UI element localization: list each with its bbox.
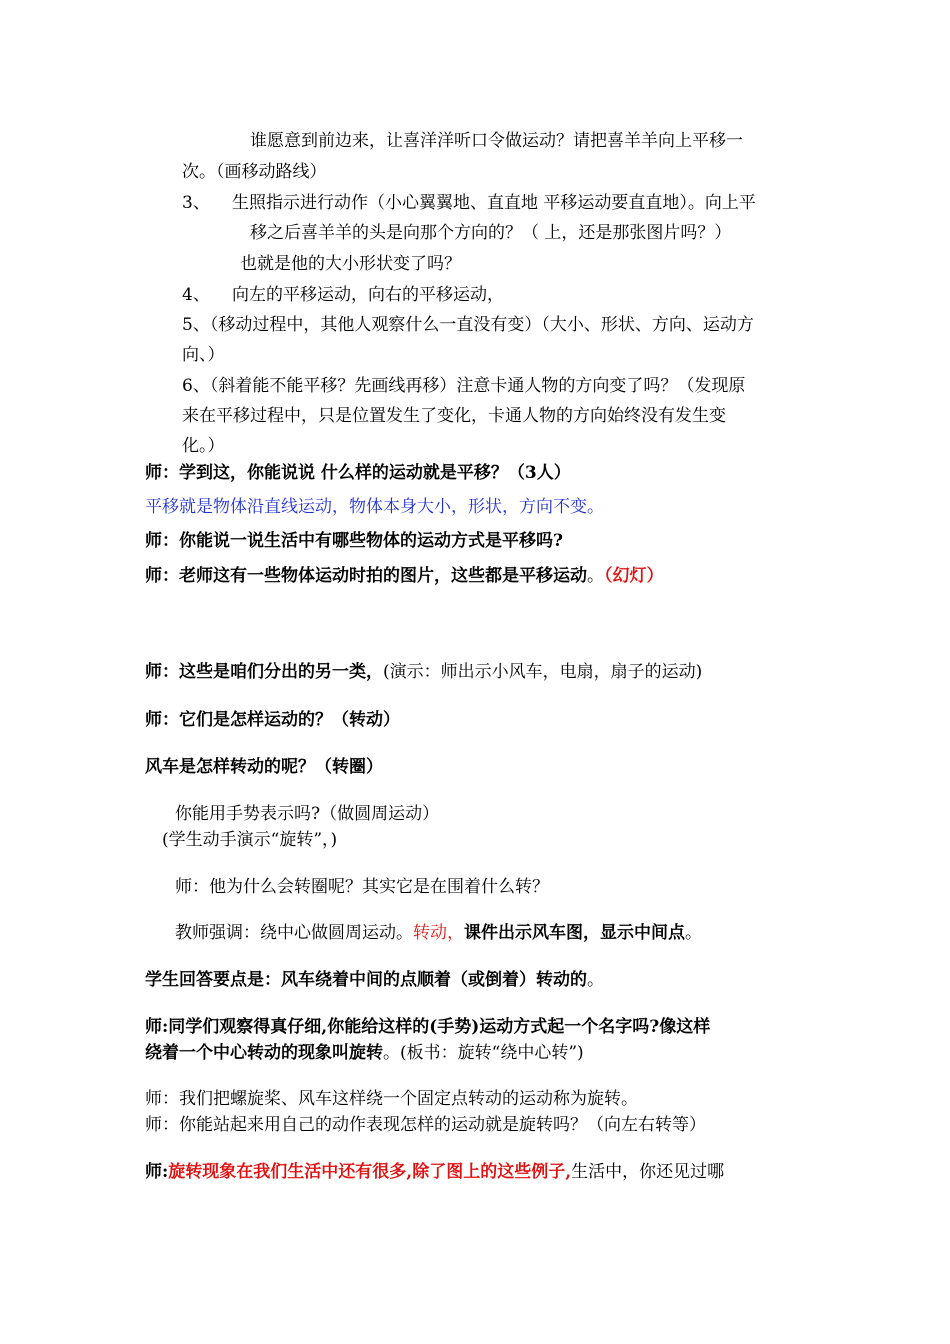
highlight-text: 旋转现象在我们生活中还有很多,除了图上的这些例子,	[168, 1162, 572, 1182]
teacher-line	[145, 565, 664, 587]
line-segment: 教师强调：绕中心做圆周运动。	[175, 923, 413, 943]
paragraph-line	[175, 922, 702, 944]
slide-note: （幻灯）	[604, 566, 664, 586]
paragraph-line: 5、（移动过程中，其他人观察什么一直没有变）（大小、形状、方向、运动方	[182, 315, 754, 335]
paragraph-line: 次。（画移动路线）	[182, 162, 327, 182]
line-segment: (演示：师出示小风车，电扇，扇子的运动)	[383, 662, 703, 682]
line-segment: 学生回答要点是：风车绕着中间的点顺着（或倒着）转动的	[145, 970, 587, 990]
paragraph-line	[145, 969, 604, 991]
teacher-line: 师：学到这，你能说说 什么样的运动就是平移？（3人）	[145, 463, 571, 483]
teacher-line: 师：你能站起来用自己的动作表现怎样的运动就是旋转吗？（向左右转等）	[145, 1115, 706, 1135]
paragraph-line	[145, 1042, 584, 1064]
line-segment: 师:	[145, 1162, 169, 1182]
teacher-line: 师：它们是怎样运动的？（转动）	[145, 710, 400, 730]
teacher-line	[145, 1161, 724, 1183]
paragraph-line: 生照指示进行动作（小心翼翼地、直直地 平移运动要直直地）。向上平	[232, 193, 756, 213]
line-segment: 绕着一个中心转动的现象叫旋转	[145, 1043, 383, 1063]
paragraph-line: 来在平移过程中，只是位置发生了变化，卡通人物的方向始终没有发生变	[182, 406, 726, 426]
list-number: 3、	[182, 193, 210, 213]
line-segment: 生活中，你还见过哪	[571, 1162, 725, 1182]
paragraph-line: 向左的平移运动，向右的平移运动，	[232, 285, 504, 305]
teacher-line: 师:同学们观察得真仔细,你能给这样的(手势)运动方式起一个名字吗?像这样	[145, 1017, 711, 1037]
paragraph-line: 风车是怎样转动的呢？（转圈）	[145, 757, 383, 777]
definition-line: 平移就是物体沿直线运动，物体本身大小，形状，方向不变。	[145, 497, 604, 517]
teacher-line: 师：他为什么会转圈呢？其实它是在围着什么转？	[175, 877, 549, 897]
paragraph-line: 6、（斜着能不能平移？先画线再移）注意卡通人物的方向变了吗？（发现原	[182, 376, 746, 396]
line-segment: 。	[587, 970, 604, 990]
paragraph-line: (学生动手演示“旋转”，)	[162, 830, 338, 850]
highlight-text: 转动，	[413, 923, 464, 943]
line-segment: 课件出示风车图，显示中间点	[464, 923, 685, 943]
teacher-line: 师：你能说一说生活中有哪些物体的运动方式是平移吗?	[145, 531, 563, 551]
teacher-line: 师：我们把螺旋桨、风车这样绕一个固定点转动的运动称为旋转。	[145, 1089, 638, 1109]
paragraph-line: 移之后喜羊羊的头是向那个方向的？（ 上，还是那张图片吗？）	[250, 223, 732, 243]
line-segment: 师：老师这有一些物体运动时拍的图片，这些都是平移运动	[145, 566, 587, 586]
line-segment: 。	[587, 566, 604, 586]
paragraph-line: 你能用手势表示吗?（做圆周运动）	[175, 804, 440, 824]
paragraph-line: 化。）	[182, 436, 225, 456]
list-number: 4、	[182, 285, 210, 305]
line-segment: 师：这些是咱们分出的另一类，	[145, 662, 383, 682]
line-segment: 。	[685, 923, 702, 943]
paragraph-line: 也就是他的大小形状变了吗？	[240, 254, 461, 274]
teacher-line	[145, 661, 702, 683]
line-segment: 。(板书：旋转“绕中心转”)	[383, 1043, 584, 1063]
paragraph-line: 谁愿意到前边来，让喜洋洋听口令做运动？请把喜羊羊向上平移一	[250, 131, 743, 151]
paragraph-line: 向、）	[182, 345, 225, 365]
